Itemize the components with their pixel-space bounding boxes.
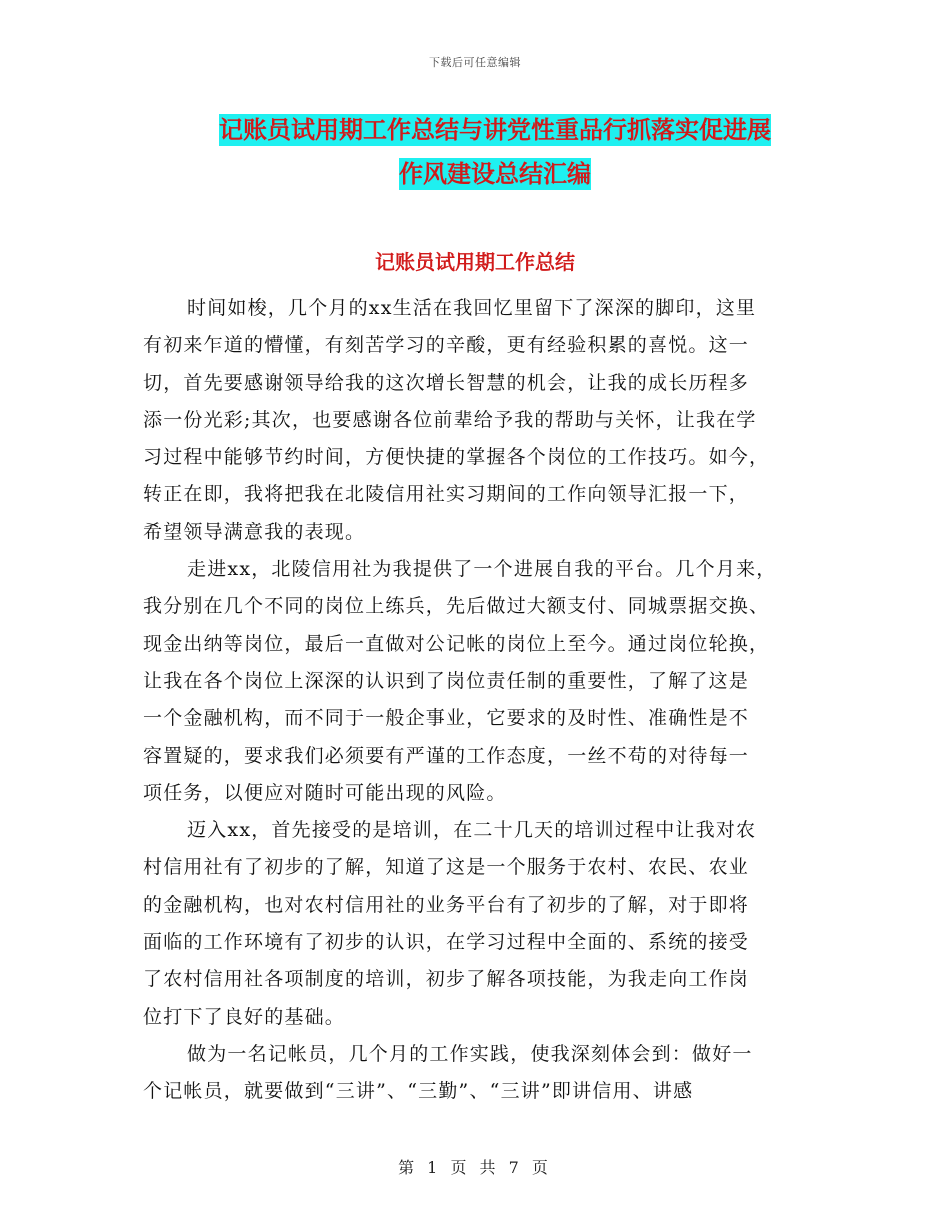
- body-line: 习过程中能够节约时间，方便快捷的掌握各个岗位的工作技巧。如今，: [143, 446, 770, 469]
- body-line: 做为一名记帐员，几个月的工作实践，使我深刻体会到：做好一: [187, 1042, 753, 1065]
- body-line: 容置疑的，要求我们必须要有严谨的工作态度，一丝不苟的对待每一: [143, 744, 750, 767]
- body-line: 希望领导满意我的表现。: [143, 520, 366, 543]
- document-title-line-1: 记账员试用期工作总结与讲党性重品行抓落实促进展: [219, 116, 771, 144]
- body-line: 了农村信用社各项制度的培训，初步了解各项技能，为我走向工作岗: [143, 968, 750, 991]
- body-line: 个记帐员，就要做到“三讲”、“三勤”、“三讲”即讲信用、讲感: [143, 1080, 694, 1103]
- body-line: 村信用社有了初步的了解，知道了这是一个服务于农村、农民、农业: [143, 856, 750, 879]
- body-line: 走进xx，北陵信用社为我提供了一个进展自我的平台。几个月来，: [187, 558, 777, 581]
- body-line: 一个金融机构，而不同于一般企事业，它要求的及时性、准确性是不: [143, 707, 750, 730]
- body-line: 现金出纳等岗位，最后一直做对公记帐的岗位上至今。通过岗位轮换，: [143, 632, 770, 655]
- document-title-line-2: 作风建设总结汇编: [399, 160, 591, 188]
- body-line: 时间如梭，几个月的xx生活在我回忆里留下了深深的脚印，这里: [187, 297, 757, 319]
- body-line: 让我在各个岗位上深深的认识到了岗位责任制的重要性，了解了这是: [143, 669, 750, 692]
- section-title: 记账员试用期工作总结: [375, 250, 575, 274]
- header-note: 下载后可任意编辑: [429, 56, 521, 69]
- body-line: 有初来乍道的懵懂，有刻苦学习的辛酸，更有经验积累的喜悦。这一: [143, 334, 750, 357]
- document-title: [140, 108, 850, 196]
- page-footer: 第 1 页 共 7 页: [398, 1158, 552, 1177]
- body-line: 转正在即，我将把我在北陵信用社实习期间的工作向领导汇报一下，: [143, 483, 750, 506]
- body-line: 迈入xx，首先接受的是培训，在二十几天的培训过程中让我对农: [187, 819, 757, 842]
- body-line: 位打下了良好的基础。: [143, 1005, 346, 1028]
- body-line: 的金融机构，也对农村信用社的业务平台有了初步的了解，对于即将: [143, 893, 750, 916]
- body-line: 切，首先要感谢领导给我的这次增长智慧的机会，让我的成长历程多: [143, 371, 750, 394]
- body-text: [143, 290, 805, 1111]
- body-line: 添一份光彩;其次，也要感谢各位前辈给予我的帮助与关怀，让我在学: [143, 408, 757, 431]
- body-line: 项任务，以便应对随时可能出现的风险。: [143, 781, 507, 804]
- body-line: 面临的工作环境有了初步的认识，在学习过程中全面的、系统的接受: [143, 931, 750, 954]
- body-line: 我分别在几个不同的岗位上练兵，先后做过大额支付、同城票据交换、: [143, 595, 770, 618]
